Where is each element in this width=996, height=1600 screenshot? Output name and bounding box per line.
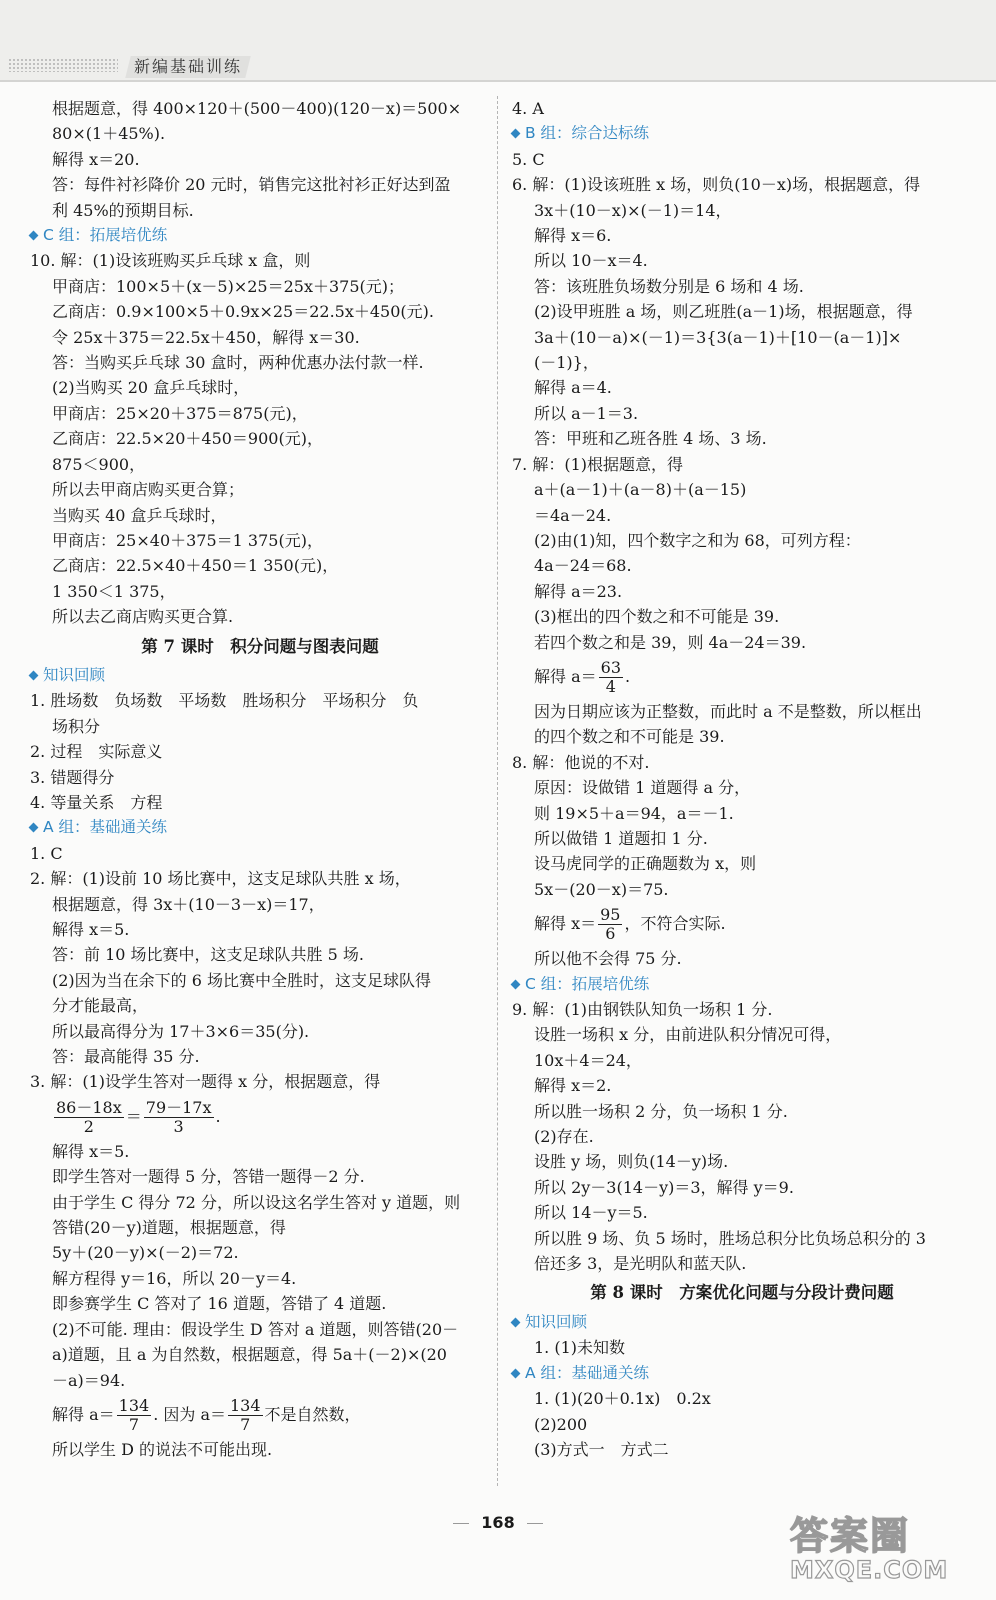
answer-line: (3)框出的四个数之和不可能是 39. [534,607,780,627]
answer-line: 即学生答对一题得 5 分，答错一题得－2 分. [52,1167,365,1187]
answer-line [30,1095,490,1139]
answer-line: 甲商店：100×5＋(x－5)×25＝25x＋375(元)； [52,276,404,296]
answer-line: 设马虎同学的正确题数为 x，则 [534,854,757,874]
answer-line: a＋(a－1)＋(a－8)＋(a－15) [534,480,747,500]
answer-line: 所以 a－1＝3. [534,403,639,423]
header-dot-pattern [8,58,118,72]
section-heading [512,1310,972,1335]
answer-line: 答：前 10 场比赛中，这支足球队共胜 5 场. [52,945,364,965]
answer-line: (3)方式一 方式二 [534,1439,669,1459]
fraction-numerator: 134 [230,1395,261,1415]
answer-line: 所以 10－x＝4. [534,251,648,271]
answer-line: 3a＋(10－a)×(－1)＝3{3(a－1)＋[10－(a－1)]× [534,327,902,347]
answer-line: 则 19×5＋a＝94，a＝－1. [534,803,734,823]
header-rule [0,80,996,82]
answer-line: 解得 a＝23. [534,581,623,601]
diamond-icon [29,823,39,833]
diamond-icon [511,1317,521,1327]
answer-line: 80×(1＋45%). [52,124,166,144]
answer-line: 若四个数之和是 39，则 4a－24＝39. [534,632,807,652]
answer-line: 的四个数之和不可能是 39. [534,727,725,747]
answer-line: 所以最高得分为 17＋3×6＝35(分). [52,1021,310,1041]
answer-line: 10x＋4＝24， [534,1050,642,1070]
answer-line: 令 25x＋375＝22.5x＋450，解得 x＝30. [52,327,360,347]
answer-line: 答：每件衬衫降价 20 元时，销售完这批衬衫正好达到盈 [52,175,451,195]
answer-line: 场积分 [52,716,101,736]
fraction-numerator: 79－17x [145,1097,212,1117]
answer-line: (2)不可能. 理由：假设学生 D 答对 a 道题，则答错(20－ [52,1319,459,1339]
answer-line: ＝4a－24. [534,505,612,525]
section-heading [512,1361,972,1386]
answer-line: 设胜 y 场，则负(14－y)场. [534,1152,729,1172]
answer-line: 4. 等量关系 方程 [30,792,163,812]
page-header [0,0,996,82]
answer-line: 解方程得 y＝16，所以 20－y＝4. [52,1268,297,1288]
fraction-denominator: 3 [173,1116,184,1136]
lesson-title: 第 7 课时 积分问题与图表问题 [141,636,379,656]
answer-line: 1. (1)(20＋0.1x) 0.2x [534,1389,711,1409]
text: 解得 x＝ [534,914,597,934]
answer-line: 2. 解：(1)设前 10 场比赛中，这支足球队共胜 x 场， [30,869,411,889]
answer-line: 甲商店：25×20＋375＝875(元)， [52,403,308,423]
answer-line: 乙商店：22.5×40＋450＝1 350(元)， [52,556,339,576]
section-label: C 组：拓展培优练 [525,974,650,993]
fraction-numerator: 86－18x [56,1097,122,1117]
answer-line [30,1393,490,1437]
answer-line: 3x＋(10－x)×(－1)＝14， [534,200,732,220]
answer-line: 甲商店：25×40＋375＝1 375(元)， [52,530,323,550]
text: 解得 a＝ [534,666,597,686]
answer-line: 答：该班胜负场数分别是 6 场和 4 场. [534,276,804,296]
answer-line: 1 350＜1 375， [52,581,176,601]
section-label: C 组：拓展培优练 [43,226,168,245]
section-label: A 组：基础通关练 [525,1363,650,1382]
section-label: A 组：基础通关练 [43,818,168,837]
answer-line: (－1)}， [534,353,599,373]
answer-line: 4a－24＝68. [534,556,632,576]
section-label: B 组：综合达标练 [525,124,650,143]
fraction-denominator: 4 [605,676,616,696]
diamond-icon [511,1368,521,1378]
answer-line: 因为日期应该为正整数，而此时 a 不是整数，所以框出 [534,701,922,721]
answer-line: 解得 a＝4. [534,378,612,398]
punct: . [215,1106,221,1126]
answer-line: 利 45%的预期目标. [52,200,194,220]
answer-line: 解得 x＝6. [534,226,612,246]
fraction [598,906,622,943]
answer-line: 答：最高能得 35 分. [52,1047,200,1067]
answer-line: 答错(20－y)道题，根据题意，得 [52,1218,286,1238]
equals-sign: ＝ [125,1106,142,1126]
answer-line: －a)＝94. [52,1370,126,1390]
text: ，不符合实际. [624,914,726,934]
right-column [512,96,972,1462]
answer-line: 根据题意，得 3x＋(10－3－x)＝17， [52,894,325,914]
answer-line: 5x－(20－x)＝75. [534,879,669,899]
answer-line: 原因：设做错 1 道题得 a 分， [534,778,751,798]
answer-line: 7. 解：(1)根据题意，得 [512,454,684,474]
fraction [144,1099,214,1136]
answer-line: 所以 14－y＝5. [534,1203,648,1223]
answer-line: 所以去甲商店购买更合算； [52,480,245,500]
answer-line [512,655,972,699]
answer-line: 解得 x＝20. [52,149,140,169]
watermark [790,1505,986,1595]
answer-line: (2)设甲班胜 a 场，则乙班胜(a－1)场，根据题意，得 [534,302,913,322]
watermark-logo-text: 答案圈 [790,1514,911,1558]
answer-line: 1. (1)未知数 [534,1338,626,1358]
text: . 因为 a＝ [153,1404,226,1424]
section-heading [30,223,490,248]
diamond-icon [511,979,521,989]
answer-line: 5. C [512,149,545,169]
section-label: 知识回顾 [525,1312,588,1331]
fraction [599,659,623,696]
answer-line: (2)存在. [534,1127,594,1147]
answer-line: 当购买 40 盒乒乓球时， [52,505,227,525]
answer-line: 3. 错题得分 [30,767,115,787]
diamond-icon [29,670,39,680]
answer-line: 答：甲班和乙班各胜 4 场、3 场. [534,429,767,449]
answer-line: 3. 解：(1)设学生答对一题得 x 分，根据题意，得 [30,1072,381,1092]
answer-line: 乙商店：0.9×100×5＋0.9x×25＝22.5x＋450(元). [52,302,434,322]
answer-line: 所以胜一场积 2 分，负一场积 1 分. [534,1101,788,1121]
answer-line: (2)200 [534,1414,588,1434]
answer-line: 解得 x＝2. [534,1076,612,1096]
answer-line: 4. A [512,99,544,118]
fraction-denominator: 6 [605,924,616,944]
column-divider [497,96,498,1486]
section-heading [512,121,972,146]
text: 解得 a＝ [52,1404,115,1424]
answer-line: 分才能最高， [52,996,149,1016]
watermark-url: MXQE.COM [790,1556,949,1584]
lesson-title: 第 8 课时 方案优化问题与分段计费问题 [590,1283,894,1303]
fraction-denominator: 2 [83,1116,94,1136]
answer-line: (2)当购买 20 盒乒乓球时， [52,378,250,398]
answer-line: 解得 x＝5. [52,920,130,939]
answer-line: 根据题意，得 400×120＋(500－400)(120－x)＝500× [52,99,462,118]
fraction [54,1099,124,1136]
fraction-numerator: 134 [118,1395,150,1415]
answer-line: 所以做错 1 道题扣 1 分. [534,828,708,848]
section-label: 知识回顾 [43,665,106,684]
fraction-denominator: 7 [128,1414,139,1434]
fraction-numerator: 63 [600,657,621,677]
answer-line: 所以 2y－3(14－y)＝3，解得 y＝9. [534,1177,794,1197]
answer-line: 所以去乙商店购买更合算. [52,607,234,627]
answer-line: 由于学生 C 得分 72 分，所以设这名学生答对 y 道题，则 [52,1192,461,1212]
answer-line: 2. 过程 实际意义 [30,742,163,762]
series-label [125,56,250,78]
answer-line: 倍还多 3，是光明队和蓝天队. [534,1254,747,1274]
answer-line: 设胜一场积 x 分，由前进队积分情况可得， [534,1025,842,1045]
section-heading [512,972,972,997]
answer-line: 即参赛学生 C 答对了 16 道题，答错了 4 道题. [52,1294,387,1314]
answer-line: 解得 x＝5. [52,1141,130,1161]
answer-line: 1. 胜场数 负场数 平场数 胜场积分 平场积分 负 [30,691,419,711]
answer-line: 所以学生 D 的说法不可能出现. [52,1439,273,1459]
answer-line: (2)因为当在余下的 6 场比赛中全胜时，这支足球队得 [52,970,432,990]
answer-line: 答：当购买乒乓球 30 盒时，两种优惠办法付款一样. [52,353,424,373]
answer-line: 1. C [30,843,63,863]
answer-line [512,902,972,946]
page-number: 168 [481,1513,515,1532]
fraction-numerator: 95 [600,905,621,925]
text: . [625,666,631,686]
left-column [30,96,490,1462]
answer-line: 875＜900， [52,454,146,474]
answer-line: 所以胜 9 场、负 5 场时，胜场总积分比负场总积分的 3 [534,1228,926,1248]
answer-line: 6. 解：(1)设该班胜 x 场，则负(10－x)场，根据题意，得 [512,175,921,195]
answer-line: a)道题，且 a 为自然数，根据题意，得 5a＋(－2)×(20 [52,1345,447,1365]
text: 不是自然数， [264,1404,361,1424]
fraction [228,1397,263,1434]
fraction [117,1397,152,1434]
answer-line: 5y＋(20－y)×(－2)＝72. [52,1243,239,1263]
answer-line: 9. 解：(1)由钢铁队知负一场积 1 分. [512,1000,773,1019]
series-title: 新编基础训练 [133,57,242,76]
section-heading [30,663,490,688]
answer-line: 8. 解：他说的不对. [512,752,650,772]
answer-line: 乙商店：22.5×20＋450＝900(元)， [52,429,323,449]
diamond-icon [511,129,521,139]
diamond-icon [29,231,39,241]
answer-line: (2)由(1)知，四个数字之和为 68，可列方程： [534,530,861,550]
answer-line: 所以他不会得 75 分. [534,949,682,969]
section-heading [30,815,490,840]
fraction-denominator: 7 [240,1414,251,1434]
answer-line: 10. 解：(1)设该班购买乒乓球 x 盒，则 [30,251,311,271]
